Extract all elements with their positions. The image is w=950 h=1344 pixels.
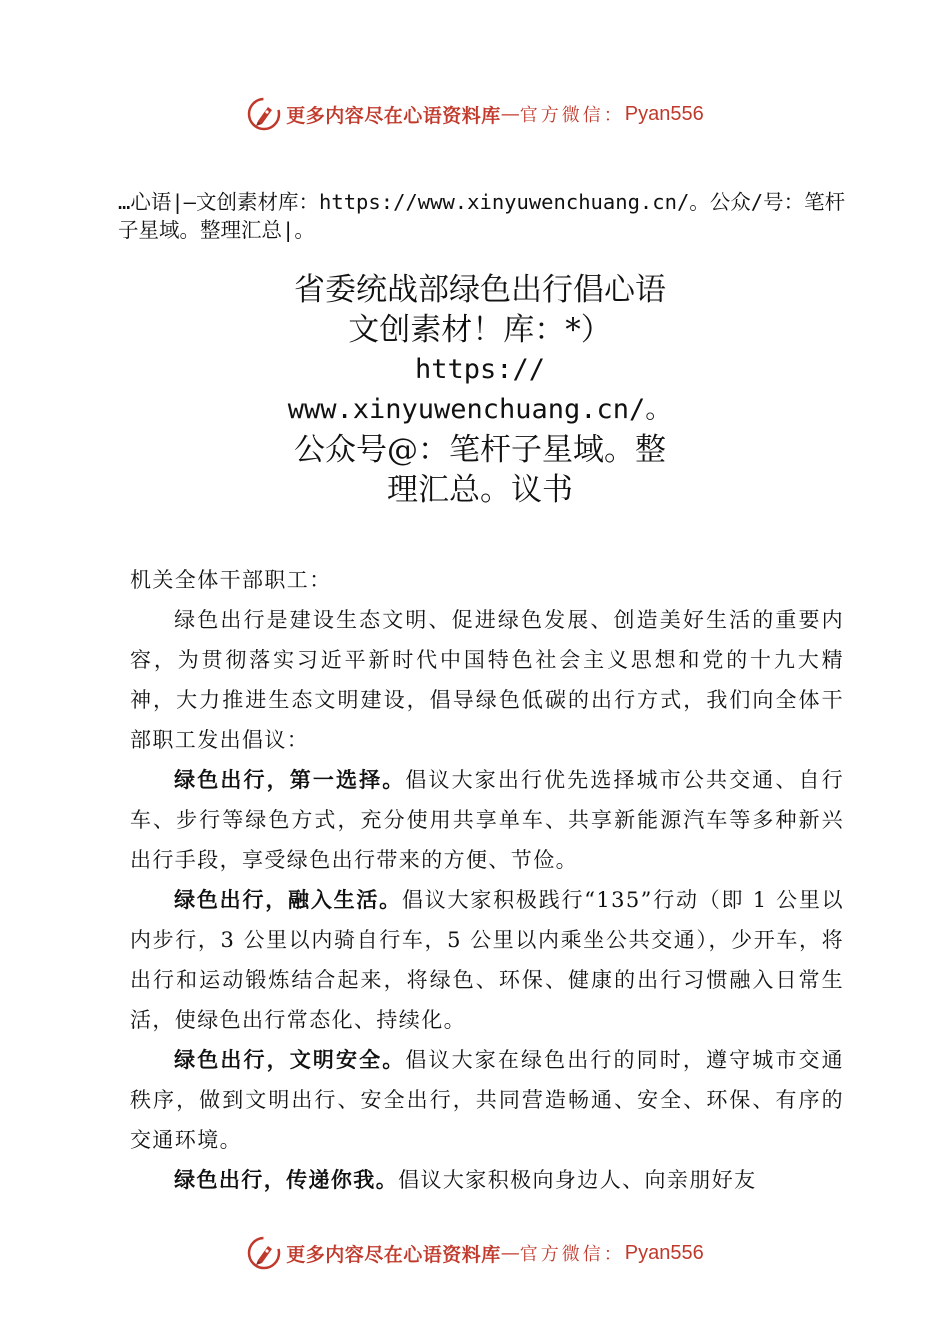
footer-dash: — xyxy=(500,1242,520,1264)
paragraph-4 xyxy=(130,1040,844,1160)
paragraph-4-text: 倡议大家在绿色出行的同时，遵守城市交通秩序，做到文明出行、安全出行，共同营造畅通、安全、环保、有序的交通环境。 xyxy=(130,1048,844,1152)
pen-nib-logo-icon xyxy=(246,96,282,132)
paragraph-5 xyxy=(130,1160,844,1200)
footer-wechat-label: 官方微信： xyxy=(519,1244,625,1265)
paragraph-2-heading: 绿色出行，第一选择。 xyxy=(174,767,406,792)
paragraph-1: 绿色出行是建设生态文明、促进绿色发展、创造美好生活的重要内容，为贯彻落实习近平新时代中国特色社会主义思想和党的十九大精神，大力推进生态文明建设，倡导绿色低碳的出行方式，我们向全体干部职工发出倡议： xyxy=(130,608,844,752)
title-line-5: 公众号@：笔杆子星域。整 xyxy=(294,432,666,468)
title-line-2: 文创素材！库：*） xyxy=(348,312,612,348)
title-line-4: www.xinyuwenchuang.cn/。 xyxy=(287,394,673,425)
footer-wechat-id: Pyan556 xyxy=(624,1241,704,1264)
header-wechat-label: 官方微信： xyxy=(519,105,625,126)
document-title xyxy=(180,270,780,510)
paragraph-2-text: 倡议大家出行优先选择城市公共交通、自行车、步行等绿色方式，充分使用共享单车、共享新能源汽车等多种新兴出行手段，享受绿色出行带来的方便、节俭。 xyxy=(130,768,844,872)
header-brand-text: 更多内容尽在心语资料库 xyxy=(286,104,501,127)
title-line-6: 理汇总。议书 xyxy=(387,472,573,508)
paragraph-4-heading: 绿色出行，文明安全。 xyxy=(174,1047,406,1072)
pen-nib-logo-icon xyxy=(246,1235,282,1271)
document-body xyxy=(130,560,844,1200)
title-line-1: 省委统战部绿色出行倡心语 xyxy=(294,272,666,308)
paragraph-5-heading: 绿色出行，传递你我。 xyxy=(174,1167,399,1192)
footer-watermark xyxy=(0,1233,950,1273)
header-dash: — xyxy=(500,103,520,125)
paragraph-5-text: 倡议大家积极向身边人、向亲朋好友 xyxy=(398,1168,757,1192)
paragraph-3-text: 倡议大家积极践行“135”行动（即 1 公里以内步行，3 公里以内骑自行车，5 公里以内乘坐公共交通），少开车，将出行和运动锻炼结合起来，将绿色、环保、健康的出行习惯融入日常生活，使绿色出行常态化、持续化。 xyxy=(130,888,845,1032)
title-line-3: https:// xyxy=(414,354,546,385)
paragraph-2 xyxy=(130,760,844,880)
header-watermark xyxy=(0,94,950,134)
header-wechat-id: Pyan556 xyxy=(624,102,704,125)
paragraph-3-heading: 绿色出行，融入生活。 xyxy=(174,887,402,912)
footer-brand-text: 更多内容尽在心语资料库 xyxy=(286,1243,501,1266)
intro-text: …心语|—文创素材库：https://www.xinyuwenchuang.cn/。公众/号：笔杆子星域。整理汇总|。 xyxy=(118,190,846,242)
salutation: 机关全体干部职工： xyxy=(130,568,332,592)
paragraph-3 xyxy=(130,880,844,1040)
